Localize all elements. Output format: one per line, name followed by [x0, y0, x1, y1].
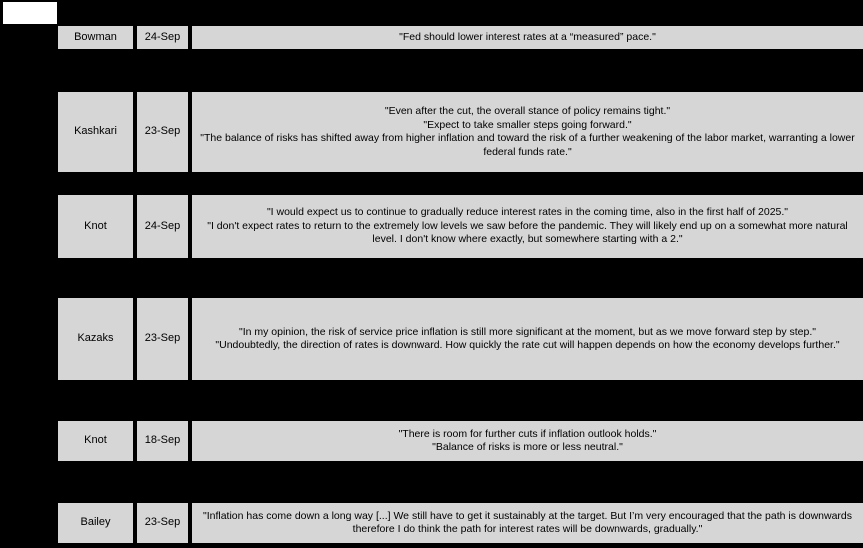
table-row: [58, 26, 863, 49]
quote-line: "In my opinion, the risk of service price inflation is still more significant at the moment, but as we move forward step by step.": [238, 325, 817, 338]
speaker-cell: Kashkari: [58, 92, 133, 172]
speaker-cell: Knot: [58, 421, 133, 461]
date-cell: 23-Sep: [137, 298, 188, 380]
quote-line: "Balance of risks is more or less neutral.": [432, 441, 623, 453]
speaker-cell: Knot: [58, 195, 133, 258]
quote-line: "Inflation has come down a long way [...] We still have to get it sustainably at the target. But I’m very encouraged that the path is downwards therefore I do think the path for interest rates will be downwards, gradually.": [202, 509, 853, 535]
date-cell: 18-Sep: [137, 421, 188, 461]
quote-line: "Even after the cut, the overall stance of policy remains tight.": [384, 105, 671, 117]
table-row: [58, 92, 863, 172]
quote-cell: [192, 195, 863, 258]
speaker-cell: Bowman: [58, 26, 133, 49]
quote-line: "I don't expect rates to return to the extremely low levels we saw before the pandemic. They will likely end up on a somewhat more natural level. I don't know where exactly, but somewhere starting with a 2.": [207, 219, 848, 246]
date-cell: 23-Sep: [137, 503, 188, 543]
quote-cell: [192, 298, 863, 380]
table-row: [58, 298, 863, 380]
quote-cell: [192, 421, 863, 461]
date-cell: 23-Sep: [137, 92, 188, 172]
date-cell: 24-Sep: [137, 195, 188, 258]
quote-line: "Fed should lower interest rates at a “measured” pace.": [399, 30, 656, 43]
quote-cell: [192, 26, 863, 49]
speaker-cell: Bailey: [58, 503, 133, 543]
table-row: [58, 503, 863, 543]
table-row: [58, 421, 863, 461]
quote-cell: [192, 503, 863, 543]
quote-line: "I would expect us to continue to gradually reduce interest rates in the coming time, also in the first half of 2025.": [266, 206, 789, 219]
quote-line: "Expect to take smaller steps going forward.": [423, 118, 632, 131]
speaker-cell: Kazaks: [58, 298, 133, 380]
quote-line: "Undoubtedly, the direction of rates is downward. How quickly the rate cut will happen depends on how the economy develops further.": [215, 339, 840, 351]
date-cell: 24-Sep: [137, 26, 188, 49]
quote-line: "There is room for further cuts if inflation outlook holds.": [398, 427, 657, 440]
quote-cell: [192, 92, 863, 172]
table-row: [58, 195, 863, 258]
corner-cell: [3, 2, 57, 24]
quote-line: "The balance of risks has shifted away from higher inflation and toward the risk of a further weakening of the labor market, warranting a lower federal funds rate.": [200, 132, 855, 158]
